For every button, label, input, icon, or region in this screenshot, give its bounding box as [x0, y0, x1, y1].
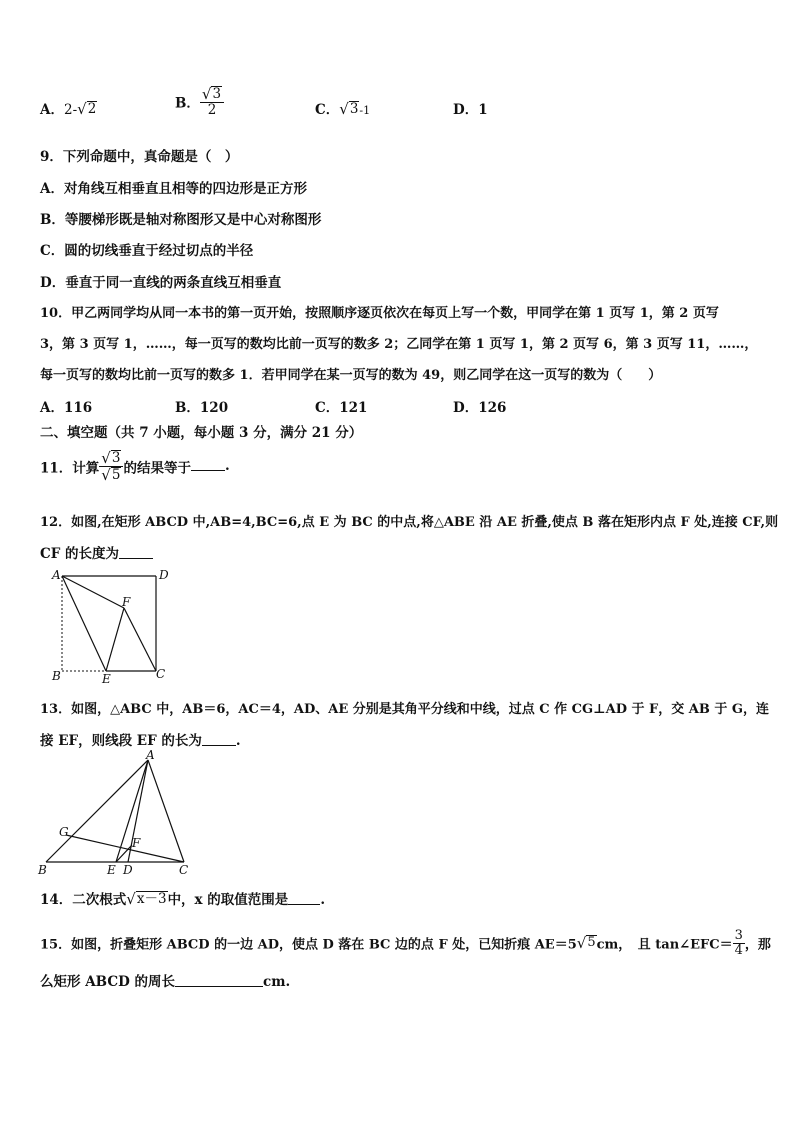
q9-option-a: A．对角线互相垂直且相等的四边形是正方形 [40, 181, 307, 197]
q13-triangle-figure [36, 750, 196, 880]
fraction-sqrt3-over-sqrt5: √ 3 √ 5 [99, 450, 123, 483]
label-c: C [179, 863, 189, 877]
label-c: C [156, 667, 166, 681]
label-e: E [107, 863, 116, 877]
label-b: B [52, 669, 61, 683]
q10-option-d: D．126 [453, 400, 507, 416]
label-g: G [59, 825, 69, 839]
label-a: A [52, 568, 61, 582]
label-d: D [159, 568, 169, 582]
q13-line-2: 接 EF，则线段 EF 的长为 . [40, 733, 241, 749]
q14: 14．二次根式 √ x－3 中，x 的取值范围是 . [40, 890, 326, 908]
q12-rectangle-figure [48, 566, 176, 686]
label-b: B [38, 863, 47, 877]
label-f: F [122, 595, 131, 609]
q10-line-1: 10．甲乙两同学均从同一本书的第一页开始，按照顺序逐页依次在每页上写一个数，甲同学在第 1 页写 1，第 2 页写 [40, 306, 719, 321]
q11: 11．计算 √ 3 √ 5 的结果等于 . [40, 448, 230, 484]
sqrt-3: √ 3 [339, 100, 359, 118]
q13-line-1: 13．如图，△ABC 中，AB＝6，AC＝4，AD、AE 分别是其角平分线和中线，过点 C 作 CG⊥AD 于 F，交 AB 于 G，连 [40, 702, 770, 717]
q10-line-3: 每一页写的数均比前一页写的数多 1．若甲同学在某一页写的数为 49，则乙同学在这一页写的数为（ ） [40, 368, 662, 383]
q11-answer-blank[interactable] [191, 457, 225, 471]
q10-option-b: B．120 [175, 400, 229, 416]
q10-option-c: C．121 [315, 400, 368, 416]
q8-option-b: B． √ 3 2 [175, 86, 224, 117]
fraction-3-over-4: $\frac{3}{4}$ [734, 928, 743, 958]
q8-option-d: D．1 [453, 102, 488, 118]
q13-answer-blank[interactable] [202, 732, 236, 746]
q15-answer-blank[interactable] [175, 973, 263, 987]
q15-line-2: 么矩形 ABCD 的周长 cm. [40, 974, 291, 990]
q8-option-c: C． √ 3 -1 [315, 100, 371, 118]
q10-option-a: A．116 [40, 400, 93, 416]
fraction-sqrt3-over-2: √ 3 2 [200, 86, 224, 117]
sqrt-x-minus-3: √ x－3 [126, 890, 167, 908]
q9-option-b: B．等腰梯形既是轴对称图形又是中心对称图形 [40, 212, 322, 228]
sqrt-2: √ 2 [77, 100, 97, 118]
label-d: D [123, 863, 133, 877]
q8-option-a: A．2- √ 2 [40, 100, 97, 118]
q12-answer-blank[interactable] [119, 545, 153, 559]
q9-stem: 9．下列命题中，真命题是（ ） [40, 149, 239, 165]
label-f: F [132, 836, 141, 850]
q14-answer-blank[interactable] [288, 891, 320, 905]
q9-option-c: C．圆的切线垂直于经过切点的半径 [40, 243, 254, 259]
q10-line-2: 3，第 3 页写 1，……，每一页写的数均比前一页写的数多 2；乙同学在第 1 页写 1，第 2 页写 6，第 3 页写 11，……， [40, 337, 758, 352]
q12-line-2: CF 的长度为 [40, 542, 153, 562]
q12-line-1: 12．如图,在矩形 ABCD 中,AB=4,BC=6,点 E 为 BC 的中点,将△ABE 沿 AE 折叠,使点 B 落在矩形内点 F 处,连接 CF,则 [40, 515, 779, 530]
q9-option-d: D．垂直于同一直线的两条直线互相垂直 [40, 275, 282, 291]
sqrt-5: √ 5 [576, 933, 596, 952]
label-e: E [102, 672, 111, 686]
label-a: A [146, 750, 155, 762]
section-heading: 二、填空题（共 7 小题，每小题 3 分，满分 21 分） [40, 425, 363, 441]
q15-line-1: 15．如图，折叠矩形 ABCD 的一边 AD，使点 D 落在 BC 边的点 F 处，已知折痕 AE＝5 √ 5 cm， 且 tan∠EFC＝ $\frac{3}{4}$ ，那 [40, 928, 771, 958]
